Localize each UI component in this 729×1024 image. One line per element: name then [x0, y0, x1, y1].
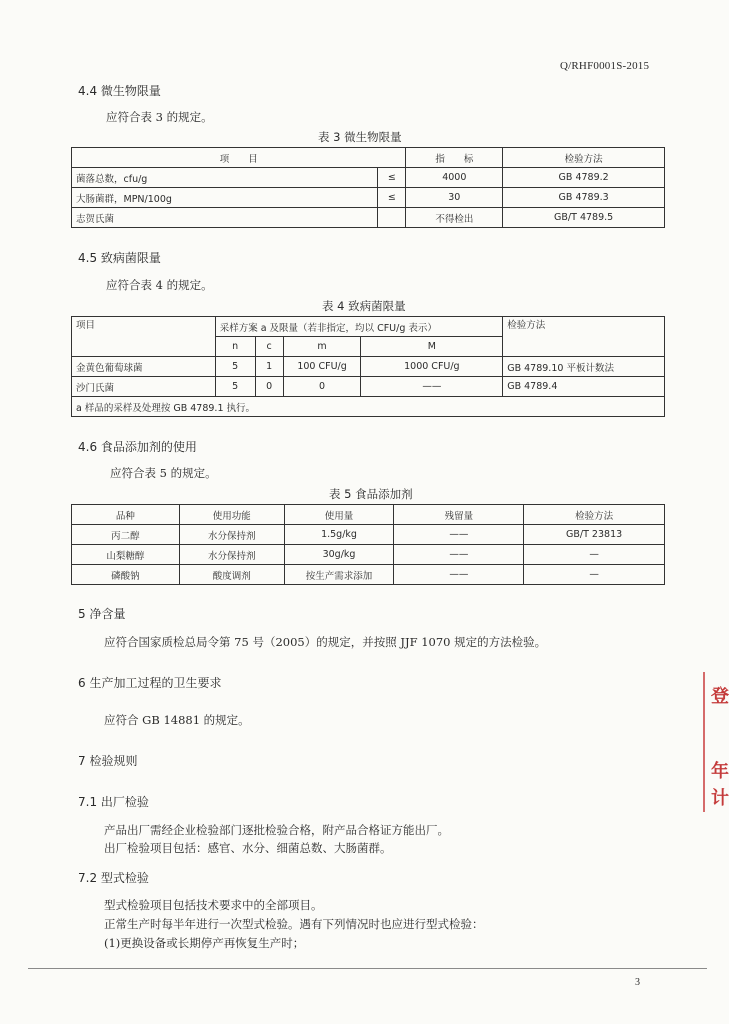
col-header-n: n — [215, 337, 255, 357]
cell-n: 5 — [215, 377, 255, 397]
cell-residue: —— — [394, 525, 524, 545]
section-7-2-line-3: (1)更换设备或长期停产再恢复生产时； — [104, 936, 305, 950]
cell-method: GB/T 23813 — [524, 525, 665, 545]
col-header-c: c — [255, 337, 283, 357]
section-7-2-title: 7.2 型式检验 — [78, 871, 149, 885]
cell-method: GB/T 4789.5 — [503, 208, 665, 228]
cell-M: 1000 CFU/g — [361, 357, 503, 377]
section-7-2-line-1: 型式检验项目包括技术要求中的全部项目。 — [104, 898, 323, 912]
cell-method: GB 4789.10 平板计数法 — [503, 357, 665, 377]
table-header-row — [72, 317, 665, 337]
section-4-5-text: 应符合表 4 的规定。 — [106, 278, 213, 292]
col-header-method: 检验方法 — [503, 317, 665, 357]
table-5-caption: 表 5 食品添加剂 — [329, 487, 413, 501]
cell-amount: 按生产需求添加 — [284, 565, 394, 585]
cell-m: 100 CFU/g — [283, 357, 361, 377]
cell-value: 不得检出 — [406, 208, 503, 228]
cell-item: 志贺氏菌 — [72, 208, 378, 228]
stamp-char: 计 — [711, 788, 729, 809]
cell-method: GB 4789.3 — [503, 188, 665, 208]
section-7-1-title: 7.1 出厂检验 — [78, 795, 149, 809]
col-header-limit: 指 标 — [406, 148, 503, 168]
col-header-method: 检验方法 — [524, 505, 665, 525]
col-header-m: m — [283, 337, 361, 357]
cell-item: 菌落总数，cfu/g — [72, 168, 378, 188]
cell-value: 4000 — [406, 168, 503, 188]
table-header-row — [72, 148, 665, 168]
cell-item: 沙门氏菌 — [72, 377, 216, 397]
section-7-1-line-2: 出厂检验项目包括：感官、水分、细菌总数、大肠菌群。 — [104, 841, 392, 855]
document-code: Q/RHF0001S-2015 — [560, 60, 650, 72]
section-4-6-text: 应符合表 5 的规定。 — [110, 466, 217, 480]
cell-method: — — [524, 545, 665, 565]
cell-amount: 30g/kg — [284, 545, 394, 565]
section-7-title: 7 检验规则 — [78, 754, 138, 768]
cell-function: 水分保持剂 — [179, 545, 284, 565]
page-number: 3 — [635, 977, 640, 988]
section-4-4-text: 应符合表 3 的规定。 — [106, 110, 213, 124]
table-footnote: a 样品的采样及处理按 GB 4789.1 执行。 — [72, 397, 665, 417]
table-4-pathogen-limits — [71, 316, 665, 417]
stamp-char: 年 — [711, 761, 729, 782]
col-header-function: 使用功能 — [179, 505, 284, 525]
cell-operator: ≤ — [378, 188, 406, 208]
section-4-6-title: 4.6 食品添加剂的使用 — [78, 440, 197, 454]
section-7-1-line-1: 产品出厂需经企业检验部门逐批检验合格，附产品合格证方能出厂。 — [104, 823, 449, 837]
cell-c: 0 — [255, 377, 283, 397]
footer-divider — [28, 968, 707, 969]
table-footnote-row — [72, 397, 665, 417]
col-header-amount: 使用量 — [284, 505, 394, 525]
table-row — [72, 188, 665, 208]
section-5-title: 5 净含量 — [78, 607, 126, 621]
table-4-caption: 表 4 致病菌限量 — [322, 299, 406, 313]
cell-residue: —— — [394, 545, 524, 565]
cell-m: 0 — [283, 377, 361, 397]
table-row — [72, 168, 665, 188]
table-row — [72, 525, 665, 545]
section-4-4-title: 4.4 微生物限量 — [78, 84, 161, 98]
table-row — [72, 377, 665, 397]
cell-item: 金黄色葡萄球菌 — [72, 357, 216, 377]
cell-name: 磷酸钠 — [72, 565, 180, 585]
section-4-5-title: 4.5 致病菌限量 — [78, 251, 161, 265]
table-row — [72, 545, 665, 565]
stamp-char: 登 — [711, 686, 729, 707]
cell-amount: 1.5g/kg — [284, 525, 394, 545]
col-header-plan: 采样方案 a 及限量（若非指定，均以 CFU/g 表示） — [215, 317, 503, 337]
table-3-caption: 表 3 微生物限量 — [318, 130, 402, 144]
cell-operator — [378, 208, 406, 228]
cell-method: GB 4789.2 — [503, 168, 665, 188]
section-5-text: 应符合国家质检总局令第 75 号（2005）的规定，并按照 JJF 1070 规定的方法检验。 — [104, 635, 547, 649]
cell-M: —— — [361, 377, 503, 397]
table-row — [72, 565, 665, 585]
cell-name: 丙二醇 — [72, 525, 180, 545]
cell-method: GB 4789.4 — [503, 377, 665, 397]
cell-residue: —— — [394, 565, 524, 585]
section-7-2-line-2: 正常生产时每半年进行一次型式检验。遇有下列情况时也应进行型式检验： — [104, 917, 484, 931]
cell-n: 5 — [215, 357, 255, 377]
section-6-title: 6 生产加工过程的卫生要求 — [78, 676, 222, 690]
table-header-row — [72, 505, 665, 525]
col-header-item: 项目 — [72, 317, 216, 357]
table-row — [72, 208, 665, 228]
col-header-name: 品种 — [72, 505, 180, 525]
table-3-microbial-limits — [71, 147, 665, 228]
col-header-M: M — [361, 337, 503, 357]
cell-c: 1 — [255, 357, 283, 377]
cell-item: 大肠菌群，MPN/100g — [72, 188, 378, 208]
cell-operator: ≤ — [378, 168, 406, 188]
cell-method: — — [524, 565, 665, 585]
col-header-item: 项 目 — [72, 148, 406, 168]
section-6-text: 应符合 GB 14881 的规定。 — [104, 713, 250, 727]
table-row — [72, 357, 665, 377]
cell-name: 山梨糖醇 — [72, 545, 180, 565]
col-header-method: 检验方法 — [503, 148, 665, 168]
cell-function: 酸度调剂 — [179, 565, 284, 585]
col-header-residue: 残留量 — [394, 505, 524, 525]
cell-function: 水分保持剂 — [179, 525, 284, 545]
cell-value: 30 — [406, 188, 503, 208]
table-5-food-additives — [71, 504, 665, 585]
